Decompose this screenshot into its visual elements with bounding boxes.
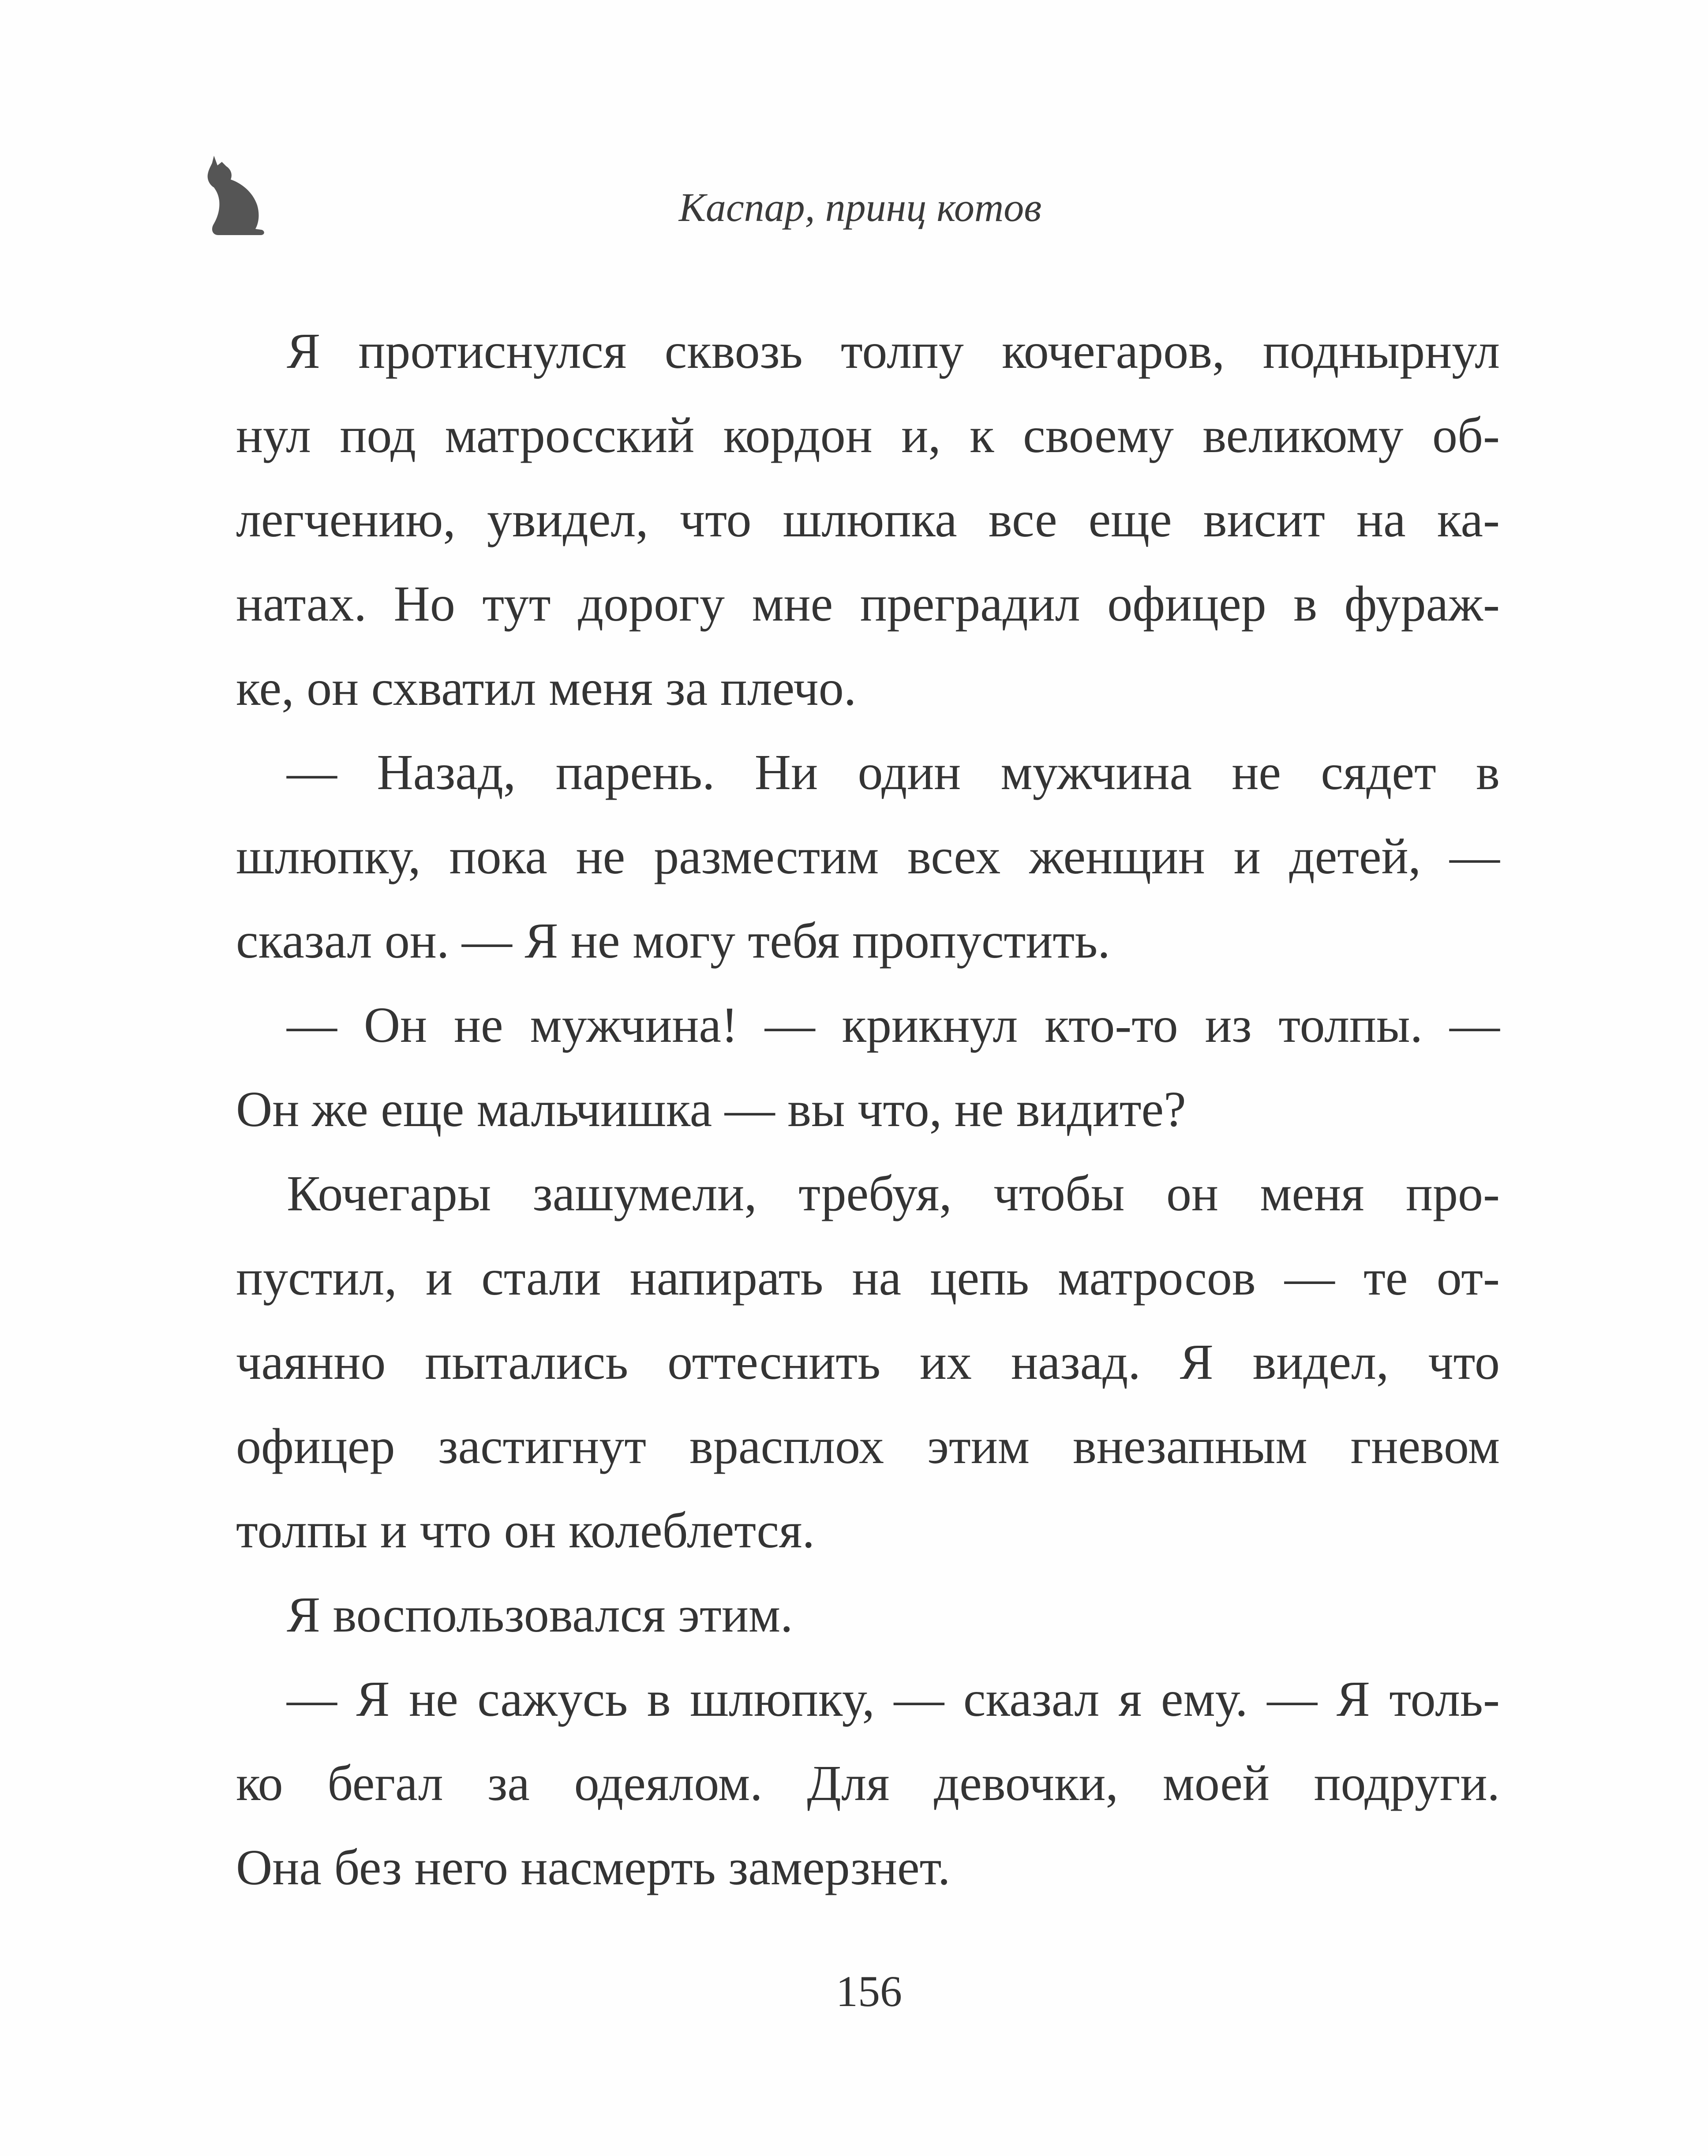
text-line: Он же еще мальчишка — вы что, не видите?	[236, 1081, 1186, 1137]
text-line: натах. Но тут дорогу мне преградил офицер в фураж-	[236, 576, 1500, 632]
cat-silhouette-icon	[201, 148, 271, 236]
body-text	[236, 309, 1500, 1909]
text-line: легчению, увидел, что шлюпка все еще висит на ка-	[236, 491, 1500, 547]
text-line: — Я не сажусь в шлюпку, — сказал я ему. — Я толь-	[287, 1671, 1500, 1727]
text-line: ке, он схватил меня за плечо.	[236, 660, 857, 716]
text-line: Я воспользовался этим.	[287, 1587, 793, 1643]
text-line: чаянно пытались оттеснить их назад. Я видел, что	[236, 1334, 1500, 1390]
text-line: пустил, и стали напирать на цепь матросов — те от-	[236, 1250, 1500, 1306]
text-line: — Он не мужчина! — крикнул кто-то из толпы. —	[287, 997, 1500, 1053]
page-number: 156	[836, 1967, 902, 2016]
text-line: сказал он. — Я не могу тебя пропустить.	[236, 913, 1110, 969]
text-line: Кочегары зашумели, требуя, чтобы он меня про-	[287, 1165, 1500, 1221]
text-line: Я протиснулся сквозь толпу кочегаров, поднырнул	[287, 323, 1500, 379]
text-line: ко бегал за одеялом. Для девочки, моей подруги.	[236, 1755, 1500, 1811]
running-title: Каспар, принц котов	[678, 185, 1042, 230]
text-line: офицер застигнут врасплох этим внезапным гневом	[236, 1418, 1500, 1474]
text-line: толпы и что он колеблется.	[236, 1502, 815, 1558]
text-line: Она без него насмерть замерзнет.	[236, 1839, 951, 1895]
text-line: — Назад, парень. Ни один мужчина не сядет в	[287, 744, 1500, 800]
text-line: шлюпку, пока не разместим всех женщин и детей, —	[236, 828, 1500, 884]
text-line: нул под матросский кордон и, к своему великому об-	[236, 407, 1500, 463]
